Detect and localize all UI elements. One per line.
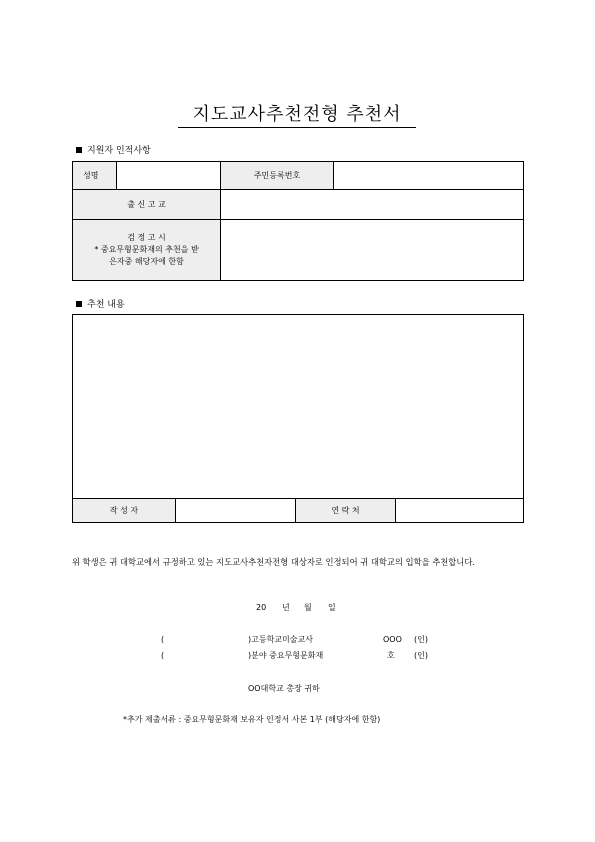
- applicant-info-table: [72, 161, 524, 281]
- section-applicant-label: 지원자 인적사항: [87, 146, 151, 156]
- name-field[interactable]: [117, 162, 221, 190]
- square-bullet-icon: [76, 301, 82, 307]
- ged-label-line3: 은자중 해당자에 한함: [109, 257, 184, 266]
- date-year-prefix: 20: [256, 603, 267, 612]
- signer-name: 호: [387, 651, 395, 660]
- ged-field[interactable]: [221, 220, 524, 281]
- contact-label: 연 락 처: [296, 499, 396, 523]
- signer-org: )분야 중요무형문화재: [248, 651, 324, 660]
- ged-label-line2: * 중요무형문화재의 추천을 받: [94, 245, 199, 254]
- additional-documents-note: *추가 제출서류 : 중요무형문화재 보유자 인정서 사본 1부 (해당자에 한함): [123, 715, 381, 724]
- document-title: 지도교사추천전형 추천서: [178, 103, 416, 128]
- recommendation-content-field[interactable]: [72, 314, 524, 498]
- rrn-field[interactable]: [334, 162, 524, 190]
- section-applicant-heading: [76, 145, 151, 157]
- date-month-unit: 월: [304, 603, 312, 612]
- addressee: OO대학교 총장 귀하: [248, 684, 320, 693]
- ged-label: [73, 220, 221, 281]
- square-bullet-icon: [76, 147, 82, 153]
- signer-open-paren: (: [161, 651, 165, 660]
- contact-field[interactable]: [396, 499, 524, 523]
- writer-field[interactable]: [176, 499, 296, 523]
- signer-open-paren: (: [161, 635, 165, 644]
- writer-contact-table: [72, 498, 524, 523]
- signer-seal: (인): [414, 635, 428, 644]
- school-field[interactable]: [221, 190, 524, 220]
- date-year-unit: 년: [282, 603, 290, 612]
- ged-label-line1: 검 정 고 시: [127, 233, 166, 242]
- signer-seal: (인): [414, 651, 428, 660]
- school-label: 출 신 고 교: [73, 190, 221, 220]
- signer-name: OOO: [383, 635, 402, 644]
- section-recommendation-heading: [76, 299, 125, 311]
- name-label: 성명: [73, 162, 117, 190]
- date-day-unit: 일: [328, 603, 336, 612]
- rrn-label: 주민등록번호: [221, 162, 334, 190]
- writer-label: 작 성 자: [73, 499, 176, 523]
- signer-org: )고등학교미술교사: [248, 635, 313, 644]
- section-recommendation-label: 추천 내용: [87, 300, 125, 310]
- recommendation-statement: 위 학생은 귀 대학교에서 규정하고 있는 지도교사추천자전형 대상자로 인정되어 귀 대학교의 입학을 추천합니다.: [72, 557, 475, 567]
